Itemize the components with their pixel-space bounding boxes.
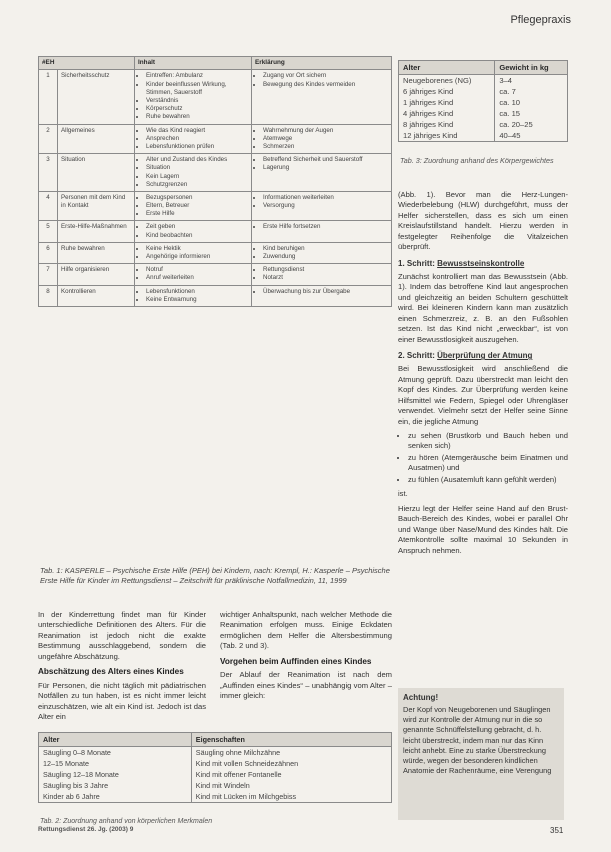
table-2-caption: Tab. 2: Zuordnung anhand von körperlichen Merkmalen xyxy=(40,818,213,825)
table-cell: Kind mit Windeln xyxy=(191,780,391,791)
table-row xyxy=(39,242,392,263)
psychological-first-aid-table xyxy=(38,56,392,307)
step-prefix: 2. Schritt: xyxy=(398,351,438,361)
row-number: 8 xyxy=(39,285,58,306)
list-item: • Atemwege xyxy=(263,135,388,143)
list-item: • Verständnis xyxy=(146,97,248,105)
table-cell: Säugling bis 3 Jahre xyxy=(39,780,192,791)
table-row xyxy=(39,780,392,791)
table-row xyxy=(39,747,392,759)
table-cell: ca. 7 xyxy=(495,86,568,97)
table-cell: Kinder ab 6 Jahre xyxy=(39,791,192,803)
list-item: • Notruf xyxy=(146,266,248,274)
table-body xyxy=(399,75,568,142)
list-item: • Eltern, Betreuer xyxy=(146,202,248,210)
row-content xyxy=(135,191,252,221)
paragraph: (Abb. 1). Bevor man die Herz-Lungen-Wiederbelebung (HLW) durchgeführt, muss der Helfer sicherstellen, dass es sich um einen Kreislaufstillstand handelt. Hierzu werden in festgelegter Reihenfolge die Vitalzeichen überprüft. xyxy=(398,190,568,252)
page-number: 351 xyxy=(550,826,564,835)
text-column-right xyxy=(398,190,568,560)
list-item: • Zeit geben xyxy=(146,223,248,231)
table-cell: ca. 10 xyxy=(495,97,568,108)
table-row xyxy=(39,124,392,154)
bullet-list xyxy=(255,156,388,172)
paragraph: In der Kinderrettung findet man für Kinder unterschiedliche Definitionen des Alters. Für die Reanimation ist jedoch nicht die exakte Bestimmung ausschlaggebend, sondern die ungefähre Abschätzung. xyxy=(38,610,206,661)
table-row xyxy=(39,769,392,780)
bullet-list xyxy=(138,288,248,304)
list-item: • Kind beruhigen xyxy=(263,245,388,253)
paragraph: Für Personen, die nicht täglich mit pädiatrischen Notfällen zu tun haben, ist es nicht immer leicht einzuschätzen, wie alt ein Kind ist. Jedoch ist das Alter ein xyxy=(38,680,206,722)
table-cell: Kind mit offener Fontanelle xyxy=(191,769,391,780)
section-heading: Abschätzung des Alters eines Kindes xyxy=(38,667,184,677)
list-item: • Erste Hilfe xyxy=(146,210,248,218)
list-item: • zu fühlen (Ausatemluft kann gefühlt werden) xyxy=(408,475,568,485)
text-column-left xyxy=(38,610,206,727)
list-item: • Wie das Kind reagiert xyxy=(146,127,248,135)
table-body xyxy=(39,70,392,307)
table-row xyxy=(39,70,392,124)
table-cell: 6 jähriges Kind xyxy=(399,86,495,97)
table-row xyxy=(399,119,568,130)
row-content xyxy=(135,154,252,192)
list-item: • zu sehen (Brustkorb und Bauch heben und senken sich) xyxy=(408,431,568,452)
list-item: • Ruhe bewahren xyxy=(146,113,248,121)
row-explanation xyxy=(252,242,392,263)
journal-footer: Rettungsdienst 26. Jg. (2003) 9 xyxy=(38,826,134,833)
list-item: • zu hören (Atemgeräusche beim Einatmen und Ausatmen) und xyxy=(408,453,568,474)
row-content xyxy=(135,285,252,306)
table-row xyxy=(399,97,568,108)
step-1-heading xyxy=(398,258,568,269)
list-item: • Betreffend Sicherheit und Sauerstoff xyxy=(263,156,388,164)
list-item: • Situation xyxy=(146,164,248,172)
bullet-list xyxy=(255,127,388,152)
table-row xyxy=(39,154,392,192)
bullet-list xyxy=(255,223,388,231)
table-row xyxy=(399,75,568,87)
list-item: • Zugang vor Ort sichern xyxy=(263,72,388,80)
list-item: • Wahrnehmung der Augen xyxy=(263,127,388,135)
row-explanation xyxy=(252,221,392,242)
list-item: • Lebensfunktionen xyxy=(146,288,248,296)
list-item: • Bezugspersonen xyxy=(146,194,248,202)
table-row xyxy=(39,791,392,803)
list-item: • Zuwendung xyxy=(263,253,388,261)
list-item: • Versorgung xyxy=(263,202,388,210)
row-number: 6 xyxy=(39,242,58,263)
list-item: • Bewegung des Kindes vermeiden xyxy=(263,81,388,89)
table-cell: Säugling ohne Milchzähne xyxy=(191,747,391,759)
list-item: • Alter und Zustand des Kindes xyxy=(146,156,248,164)
paragraph: Zunächst kontrolliert man das Bewusstsein (Abb. 1). Indem das betroffene Kind laut angesprochen und gleichzeitig an beiden Schultern geschüttelt wird. Bei kleineren Kindern kann man zusätzlich einen Schmerzreiz, z. B. an den Fußsohlen setzen. Ist das Kind nicht „erweckbar“, ist von einer Bewusstlosigkeit auszugehen. xyxy=(398,271,568,344)
row-explanation xyxy=(252,154,392,192)
bullet-list xyxy=(138,72,248,121)
list-item: • Keine Hektik xyxy=(146,245,248,253)
list-item: • Rettungsdienst xyxy=(263,266,388,274)
row-topic: Allgemeines xyxy=(58,124,135,154)
table-cell: ca. 20–25 xyxy=(495,119,568,130)
table-cell: 8 jähriges Kind xyxy=(399,119,495,130)
list-item: • Notarzt xyxy=(263,274,388,282)
table-1-caption: Tab. 1: KASPERLE – Psychische Erste Hilfe (PEH) bei Kindern, nach: Krempl, H.: Kasperle – Psychische Erste Hilfe für Kinder im Rettungsdienst – Zeitschrift für präklinische Notfallmedizin, 11, 1999 xyxy=(40,566,390,586)
row-number: 5 xyxy=(39,221,58,242)
list-item: • Lebensfunktionen prüfen xyxy=(146,143,248,151)
breathing-check-list xyxy=(398,431,568,485)
column-header: Alter xyxy=(399,61,495,75)
table-header-row xyxy=(39,57,392,70)
bullet-list xyxy=(255,266,388,282)
row-topic: Sicherheitsschutz xyxy=(58,70,135,124)
paragraph: wichtiger Anhaltspunkt, nach welcher Methode die Reanimation erfolgen muss. Einige Eckdaten ermöglichen dem Helfer die Altersbestimmung (Tab. 2 und 3). xyxy=(220,610,392,651)
row-topic: Hilfe organisieren xyxy=(58,264,135,285)
row-number: 7 xyxy=(39,264,58,285)
table-header-row xyxy=(39,733,392,747)
row-number: 4 xyxy=(39,191,58,221)
list-item: • Schutzgrenzen xyxy=(146,181,248,189)
list-item: • Erste Hilfe fortsetzen xyxy=(263,223,388,231)
list-item: • Kein Lagern xyxy=(146,173,248,181)
list-item: • Ansprechen xyxy=(146,135,248,143)
table-row xyxy=(39,191,392,221)
table-cell: 12–15 Monate xyxy=(39,758,192,769)
bullet-list xyxy=(138,245,248,261)
row-content xyxy=(135,124,252,154)
table-cell: ca. 15 xyxy=(495,108,568,119)
weight-table xyxy=(398,60,568,142)
age-characteristics-table xyxy=(38,732,392,803)
text-column-middle xyxy=(220,610,392,706)
table-row xyxy=(39,264,392,285)
table-cell: 40–45 xyxy=(495,130,568,142)
table-cell: 3–4 xyxy=(495,75,568,87)
list-item: • Angehörige informieren xyxy=(146,253,248,261)
section-heading: Vorgehen beim Auffinden eines Kindes xyxy=(220,656,372,666)
row-topic: Personen mit dem Kind in Kontakt xyxy=(58,191,135,221)
row-explanation xyxy=(252,264,392,285)
table-cell: Säugling 0–8 Monate xyxy=(39,747,192,759)
paragraph: ist. xyxy=(398,489,408,499)
row-explanation xyxy=(252,124,392,154)
row-number: 1 xyxy=(39,70,58,124)
warning-title: Achtung! xyxy=(403,693,439,702)
step-prefix: 1. Schritt: xyxy=(398,258,438,268)
bullet-list xyxy=(138,156,248,189)
list-item: • Überwachung bis zur Übergabe xyxy=(263,288,388,296)
list-item: • Informationen weiterleiten xyxy=(263,194,388,202)
column-header: Eigenschaften xyxy=(191,733,391,747)
row-topic: Ruhe bewahren xyxy=(58,242,135,263)
row-explanation xyxy=(252,70,392,124)
table-header-row xyxy=(399,61,568,75)
table-cell: 4 jähriges Kind xyxy=(399,108,495,119)
row-content xyxy=(135,242,252,263)
list-item: • Kinder beeinflussen Wirkung, Stimmen, Sauerstoff xyxy=(146,81,248,97)
table-cell: 1 jähriges Kind xyxy=(399,97,495,108)
paragraph: Hierzu legt der Helfer seine Hand auf den Brust-Bauch-Bereich des Kindes, wobei er parallel Ohr und Wange über Nase/Mund des Kindes hält. Die Atemkontrolle sollte maximal 10 Sekunden in Anspruch nehmen. xyxy=(398,503,568,555)
bullet-list xyxy=(255,194,388,210)
table-cell: Neugeborenes (NG) xyxy=(399,75,495,87)
column-header: Gewicht in kg xyxy=(495,61,568,75)
row-number: 3 xyxy=(39,154,58,192)
table-3-caption: Tab. 3: Zuordnung anhand des Körpergewichtes xyxy=(400,156,554,165)
row-topic: Kontrollieren xyxy=(58,285,135,306)
table-row xyxy=(39,285,392,306)
bullet-list xyxy=(255,288,388,296)
list-item: • Körperschutz xyxy=(146,105,248,113)
table-row xyxy=(399,130,568,142)
column-header: Erklärung xyxy=(252,57,392,70)
list-item: • Eintreffen: Ambulanz xyxy=(146,72,248,80)
step-title: Bewusstseinskontrolle xyxy=(437,258,525,268)
table-cell: 12 jähriges Kind xyxy=(399,130,495,142)
list-item: • Schmerzen xyxy=(263,143,388,151)
list-item: • Kind beobachten xyxy=(146,232,248,240)
row-content xyxy=(135,221,252,242)
bullet-list xyxy=(255,72,388,88)
table-body xyxy=(39,747,392,803)
list-item: • Lagerung xyxy=(263,164,388,172)
row-number: 2 xyxy=(39,124,58,154)
bullet-list xyxy=(138,266,248,282)
section-header: Pflegepraxis xyxy=(510,14,571,26)
bullet-list xyxy=(138,127,248,152)
column-header: Alter xyxy=(39,733,192,747)
table-row xyxy=(399,86,568,97)
paragraph: Bei Bewusstlosigkeit wird anschließend die Atmung geprüft. Dazu überstreckt man leicht den Kopf des Kindes. Zur Überprüfung werden keine Hilfsmittel wie Federn, Spiegel oder Uhrengläser verwendet. Vielmehr setzt der Helfer seine Sinne ein, die jegliche Atmung xyxy=(398,364,568,426)
table-cell: Säugling 12–18 Monate xyxy=(39,769,192,780)
table-cell: Kind mit vollen Schneidezähnen xyxy=(191,758,391,769)
row-explanation xyxy=(252,285,392,306)
warning-box xyxy=(398,688,564,820)
table-row xyxy=(39,221,392,242)
column-header: Inhalt xyxy=(135,57,252,70)
table-row xyxy=(399,108,568,119)
bullet-list xyxy=(138,194,248,219)
warning-text: Der Kopf von Neugeborenen und Säuglingen wird zur Kontrolle der Atmung nur in die so genannte Schnüffelstellung gebracht, d. h. leicht überstreckt, indem man nur das Kinn leicht anhebt. Eine zu starke Überstreckung würde, wegen der besonderen kindlichen Anatomie der Rachenräume, eine Verengung xyxy=(403,705,552,776)
paragraph: Der Ablauf der Reanimation ist nach dem „Auffinden eines Kindes“ – unabhängig vom Alter – immer gleich: xyxy=(220,670,392,701)
column-header: #EH xyxy=(39,57,135,70)
bullet-list xyxy=(255,245,388,261)
table-cell: Kind mit Lücken im Milchgebiss xyxy=(191,791,391,803)
row-content xyxy=(135,264,252,285)
bullet-list xyxy=(138,223,248,239)
row-explanation xyxy=(252,191,392,221)
step-title: Überprüfung der Atmung xyxy=(437,351,533,361)
row-topic: Situation xyxy=(58,154,135,192)
step-2-heading xyxy=(398,350,568,361)
row-content xyxy=(135,70,252,124)
table-row xyxy=(39,758,392,769)
list-item: • Anruf weiterleiten xyxy=(146,274,248,282)
row-topic: Erste-Hilfe-Maßnahmen xyxy=(58,221,135,242)
list-item: • Keine Entwarnung xyxy=(146,296,248,304)
